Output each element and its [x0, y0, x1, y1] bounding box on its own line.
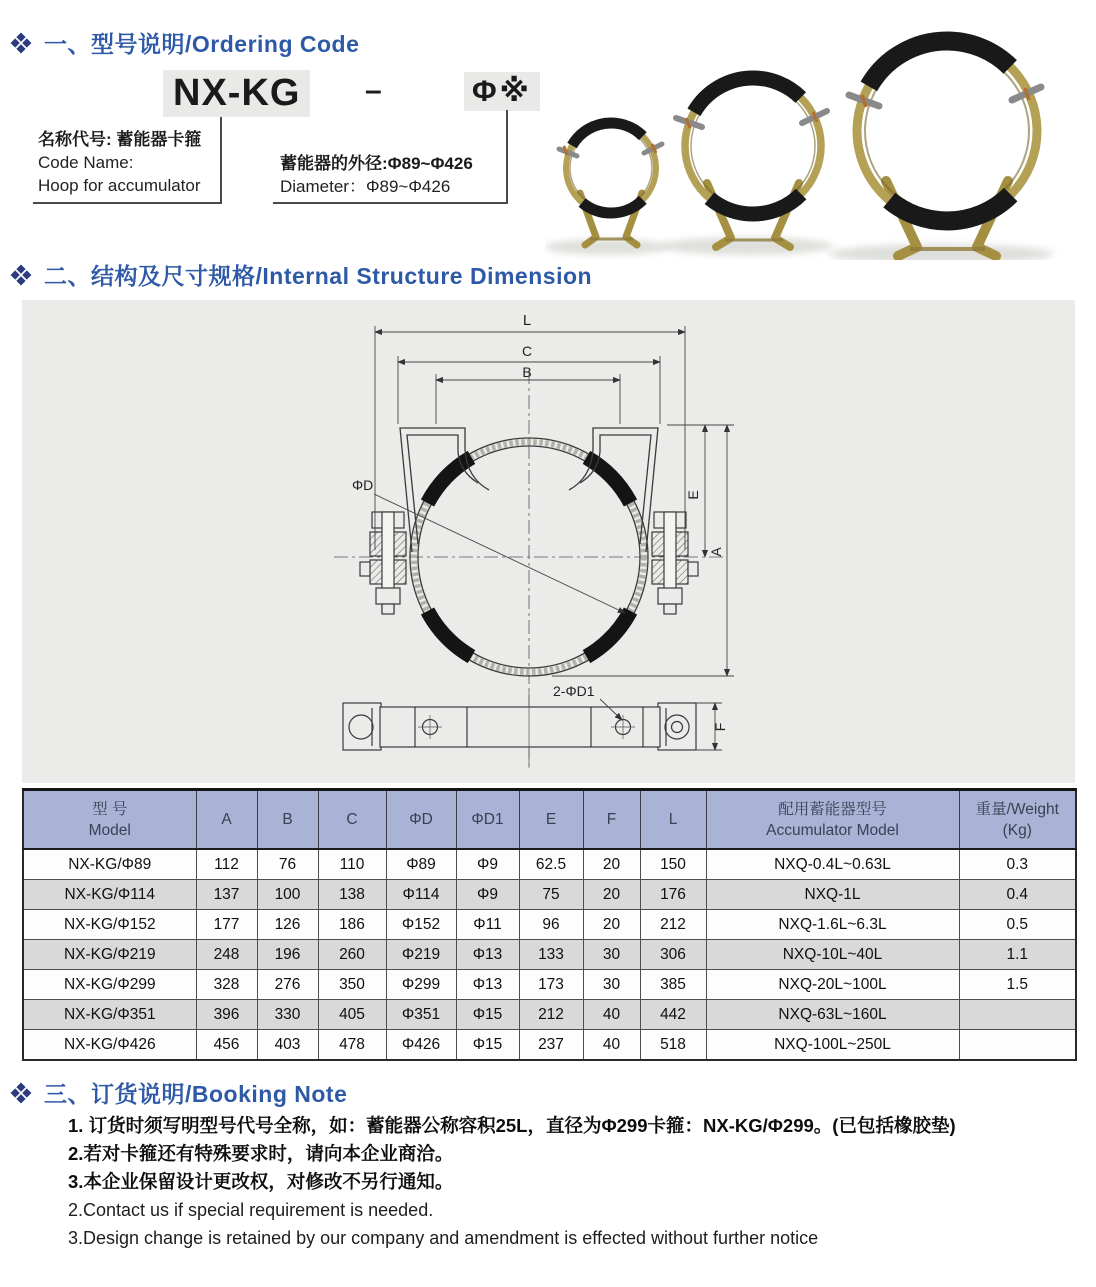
- table-cell: 126: [257, 910, 318, 940]
- table-cell: 186: [318, 910, 386, 940]
- table-cell: 442: [640, 1000, 706, 1030]
- table-cell: [959, 1030, 1076, 1061]
- dim-label-holes: 2-ΦD1: [553, 683, 595, 699]
- dim-label-A: A: [708, 547, 724, 557]
- column-header: ΦD1: [456, 790, 519, 850]
- table-cell: 20: [583, 880, 640, 910]
- diameter-range-label-en: Diameter：Φ89~Φ426: [280, 177, 451, 196]
- table-cell: NX-KG/Φ219: [23, 940, 196, 970]
- table-cell: 150: [640, 849, 706, 880]
- table-cell: 456: [196, 1030, 257, 1061]
- hoop-clamps-illustration: [545, 28, 1093, 260]
- table-row: [23, 910, 1076, 940]
- booking-note-cn-2: 2.若对卡箍还有特殊要求时，请向本企业商洽。: [68, 1143, 454, 1164]
- table-row: [23, 970, 1076, 1000]
- table-cell: 30: [583, 970, 640, 1000]
- spec-table-body: [23, 849, 1076, 1060]
- table-cell: 177: [196, 910, 257, 940]
- table-cell: 1.1: [959, 940, 1076, 970]
- table-cell: Φ89: [386, 849, 456, 880]
- table-cell: Φ13: [456, 970, 519, 1000]
- column-header: L: [640, 790, 706, 850]
- table-cell: 212: [640, 910, 706, 940]
- table-cell: 40: [583, 1000, 640, 1030]
- table-cell: Φ152: [386, 910, 456, 940]
- booking-note-cn-3: 3.本企业保留设计更改权，对修改不另行通知。: [68, 1171, 454, 1192]
- section2-header: [10, 258, 592, 291]
- table-cell: 96: [519, 910, 583, 940]
- strip-bottom-view: [343, 703, 696, 750]
- table-cell: 20: [583, 849, 640, 880]
- table-cell: 76: [257, 849, 318, 880]
- column-header: E: [519, 790, 583, 850]
- spec-table-container: [22, 788, 1077, 1061]
- table-cell: 173: [519, 970, 583, 1000]
- table-cell: Φ9: [456, 849, 519, 880]
- table-cell: 1.5: [959, 970, 1076, 1000]
- ordering-code-main: NX-KG: [163, 70, 310, 117]
- section2-title: 二、结构及尺寸规格/Internal Structure Dimension: [44, 263, 593, 289]
- table-cell: NXQ-10L~40L: [706, 940, 959, 970]
- table-cell: 306: [640, 940, 706, 970]
- diameter-range-label-cn: 蓄能器的外径:Φ89~Φ426: [280, 154, 473, 173]
- table-cell: Φ9: [456, 880, 519, 910]
- column-header: 配用蓄能器型号 Accumulator Model: [706, 790, 959, 850]
- dim-label-phiD: ΦD: [352, 477, 374, 493]
- dim-label-B: B: [522, 364, 532, 380]
- table-cell: NXQ-63L~160L: [706, 1000, 959, 1030]
- table-cell: 276: [257, 970, 318, 1000]
- clamp-large: [849, 41, 1041, 256]
- table-row: [23, 849, 1076, 880]
- column-header: 重量/Weight (Kg): [959, 790, 1076, 850]
- section1-title: 一、型号说明/Ordering Code: [44, 31, 360, 57]
- table-cell: 330: [257, 1000, 318, 1030]
- ordering-code-diagram: [0, 0, 560, 240]
- table-cell: NX-KG/Φ299: [23, 970, 196, 1000]
- table-cell: 138: [318, 880, 386, 910]
- table-cell: [959, 1000, 1076, 1030]
- table-cell: NX-KG/Φ89: [23, 849, 196, 880]
- clamp-small: [559, 123, 662, 245]
- ordering-code-diameter: Φ※: [464, 72, 540, 111]
- table-cell: 110: [318, 849, 386, 880]
- table-cell: NX-KG/Φ351: [23, 1000, 196, 1030]
- table-cell: 350: [318, 970, 386, 1000]
- table-cell: Φ219: [386, 940, 456, 970]
- code-name-label: [38, 128, 201, 197]
- table-cell: 396: [196, 1000, 257, 1030]
- section-diamond-icon: [10, 1082, 32, 1104]
- table-cell: 0.3: [959, 849, 1076, 880]
- table-cell: NXQ-20L~100L: [706, 970, 959, 1000]
- code-name-label-en2: Hoop for accumulator: [38, 176, 201, 195]
- diameter-range-label: [280, 152, 473, 198]
- table-row: [23, 940, 1076, 970]
- table-cell: 478: [318, 1030, 386, 1061]
- table-cell: Φ13: [456, 940, 519, 970]
- table-cell: 137: [196, 880, 257, 910]
- table-cell: Φ15: [456, 1030, 519, 1061]
- table-cell: Φ11: [456, 910, 519, 940]
- table-cell: NX-KG/Φ114: [23, 880, 196, 910]
- table-cell: 20: [583, 910, 640, 940]
- table-cell: 75: [519, 880, 583, 910]
- booking-notes: [68, 1112, 956, 1252]
- table-cell: Φ15: [456, 1000, 519, 1030]
- code-name-label-cn: 名称代号: 蓄能器卡箍: [38, 130, 202, 149]
- table-cell: Φ351: [386, 1000, 456, 1030]
- dim-label-L: L: [522, 312, 532, 329]
- table-cell: 62.5: [519, 849, 583, 880]
- spec-table-head-row: [23, 790, 1076, 850]
- table-cell: 328: [196, 970, 257, 1000]
- table-cell: 248: [196, 940, 257, 970]
- table-row: [23, 1030, 1076, 1061]
- left-bolt-assembly: [360, 512, 406, 614]
- dim-label-E: E: [685, 490, 701, 500]
- table-cell: Φ114: [386, 880, 456, 910]
- section3-title: 三、订货说明/Booking Note: [44, 1081, 348, 1107]
- booking-note-en-3: 3.Design change is retained by our company and amendment is effected without further notice: [68, 1228, 819, 1248]
- table-cell: 405: [318, 1000, 386, 1030]
- code-name-label-en1: Code Name:: [38, 153, 134, 172]
- section-diamond-icon: [10, 264, 32, 286]
- table-cell: 133: [519, 940, 583, 970]
- table-cell: NX-KG/Φ426: [23, 1030, 196, 1061]
- column-header: B: [257, 790, 318, 850]
- table-cell: 100: [257, 880, 318, 910]
- section3-header: [10, 1076, 347, 1109]
- table-cell: 237: [519, 1030, 583, 1061]
- table-cell: 196: [257, 940, 318, 970]
- booking-note-cn-1: 1. 订货时须写明型号代号全称，如：蓄能器公称容积25L，直径为Φ299卡箍：NX-KG/Φ299。(已包括橡胶垫): [68, 1115, 956, 1136]
- column-header: F: [583, 790, 640, 850]
- dim-B: [436, 374, 620, 424]
- table-row: [23, 1000, 1076, 1030]
- table-cell: Φ426: [386, 1030, 456, 1061]
- clamp-medium: [676, 78, 827, 247]
- table-cell: NXQ-0.4L~0.63L: [706, 849, 959, 880]
- table-cell: 260: [318, 940, 386, 970]
- dim-label-C: C: [521, 343, 533, 359]
- spec-table: [22, 788, 1077, 1061]
- column-header: C: [318, 790, 386, 850]
- right-bolt-assembly: [652, 512, 698, 614]
- dimension-drawing: [22, 300, 1075, 783]
- dim-phiD-leader: [374, 494, 625, 613]
- product-photo: [545, 28, 1093, 260]
- table-cell: 112: [196, 849, 257, 880]
- table-cell: 30: [583, 940, 640, 970]
- table-cell: 212: [519, 1000, 583, 1030]
- column-header: A: [196, 790, 257, 850]
- dimension-drawing-svg: [22, 300, 1075, 783]
- table-cell: 403: [257, 1030, 318, 1061]
- column-header: ΦD: [386, 790, 456, 850]
- table-cell: 40: [583, 1030, 640, 1061]
- table-cell: 176: [640, 880, 706, 910]
- table-cell: 518: [640, 1030, 706, 1061]
- table-cell: 0.4: [959, 880, 1076, 910]
- table-cell: Φ299: [386, 970, 456, 1000]
- table-cell: NXQ-1L: [706, 880, 959, 910]
- column-header: 型 号 Model: [23, 790, 196, 850]
- table-cell: NXQ-100L~250L: [706, 1030, 959, 1061]
- table-cell: 0.5: [959, 910, 1076, 940]
- booking-note-en-2: 2.Contact us if special requirement is needed.: [68, 1200, 434, 1220]
- ordering-code-separator: –: [365, 74, 382, 107]
- table-cell: 385: [640, 970, 706, 1000]
- table-cell: NXQ-1.6L~6.3L: [706, 910, 959, 940]
- table-cell: NX-KG/Φ152: [23, 910, 196, 940]
- table-row: [23, 880, 1076, 910]
- dim-label-F: F: [712, 722, 728, 732]
